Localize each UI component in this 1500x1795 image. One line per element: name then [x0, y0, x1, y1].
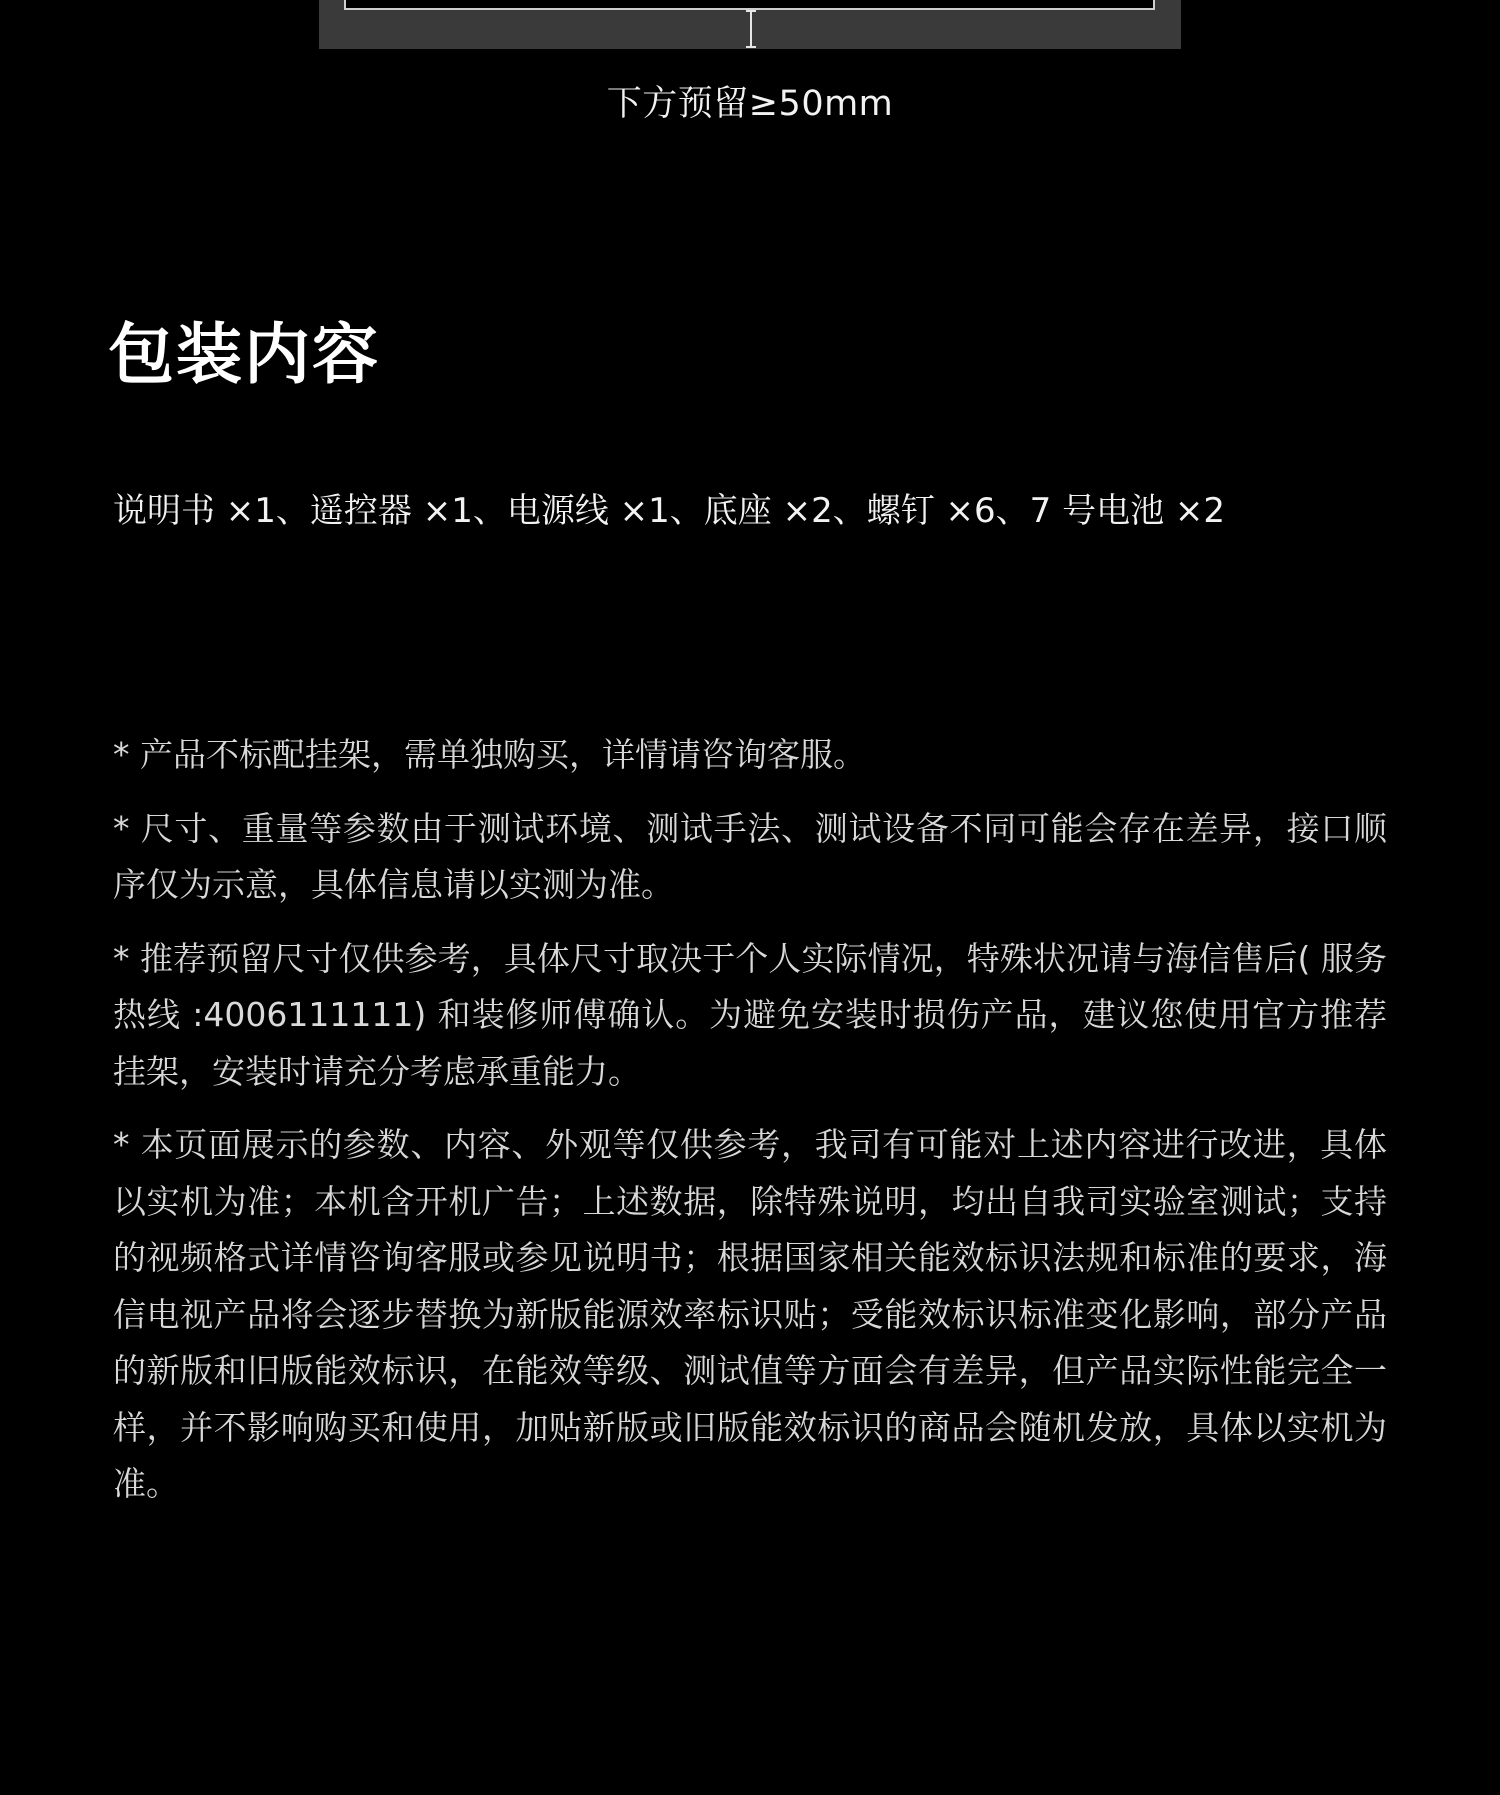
package-contents-list: 说明书 ×1、遥控器 ×1、电源线 ×1、底座 ×2、螺钉 ×6、7 号电池 ×2 — [113, 491, 1226, 531]
bottom-clearance-label: 下方预留≥50mm — [606, 84, 894, 124]
package-contents-title: 包装内容 — [108, 316, 380, 393]
clearance-dimension-marker — [746, 10, 756, 48]
dimension-stem — [750, 10, 752, 48]
tv-outline — [344, 0, 1155, 10]
dimension-cap-bottom — [746, 46, 756, 48]
note-general-disclaimer: * 本页面展示的参数、内容、外观等仅供参考，我司有可能对上述内容进行改进，具体以实机为准；本机含开机广告；上述数据，除特殊说明，均出自我司实验室测试；支持的视频格式详情咨询客服或参见说明书；根据国家相关能效标识法规和标准的要求，海信电视产品将会逐步替换为新版能源效率标识贴；受能效标识标准变化影响，部分产品的新版和旧版能效标识，在能效等级、测试值等方面会有差异，但产品实际性能完全一样，并不影响购买和使用，加贴新版或旧版能效标识的商品会随机发放，具体以实机为准。 — [113, 1125, 1387, 1503]
disclaimer-notes — [113, 727, 1387, 1530]
installation-diagram — [319, 0, 1181, 49]
note-dimension-variance: * 尺寸、重量等参数由于测试环境、测试手法、测试设备不同可能会存在差异，接口顺序仅为示意，具体信息请以实测为准。 — [113, 808, 1387, 904]
note-hanger-not-included: * 产品不标配挂架，需单独购买，详情请咨询客服。 — [113, 735, 866, 774]
note-clearance-reference: * 推荐预留尺寸仅供参考，具体尺寸取决于个人实际情况，特殊状况请与海信售后( 服务热线 :4006111111) 和装修师傅确认。为避免安装时损伤产品，建议您使用官方推荐挂架，安装时请充分考虑承重能力。 — [113, 938, 1387, 1091]
